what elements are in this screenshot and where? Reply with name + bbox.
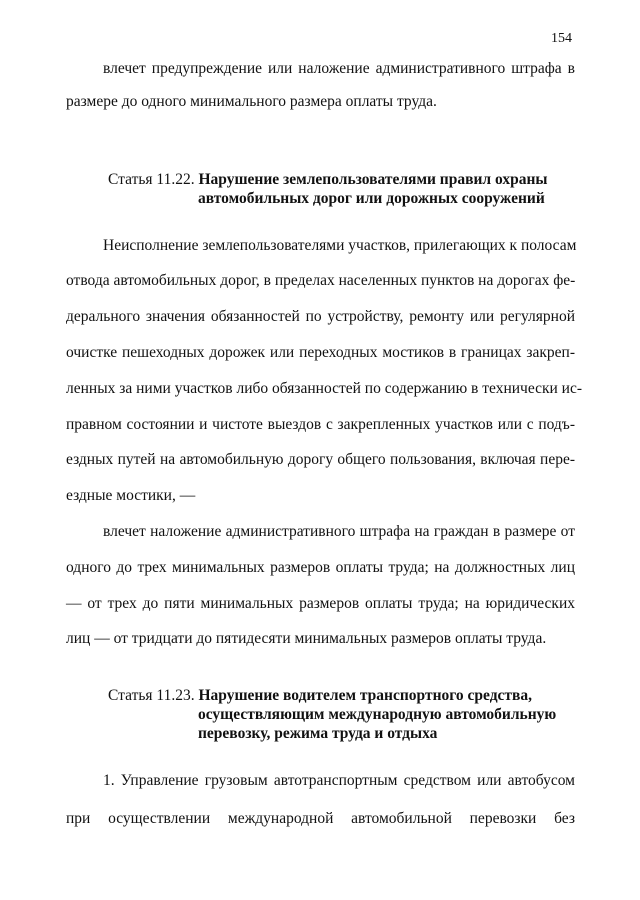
paragraph-line: ездные мостики, — xyxy=(66,487,196,504)
paragraph-line: 1. Управление грузовым автотранспортным средством или автобусом xyxy=(103,772,575,789)
paragraph-line: ленных за ними участков либо обязанностей по содержанию в технически ис- xyxy=(66,380,583,397)
paragraph-line: ездных путей на автомобильную дорогу общего пользования, включая пере- xyxy=(66,451,575,468)
paragraph-line: — от трех до пяти минимальных размеров оплаты труда; на юридических xyxy=(66,595,575,612)
paragraph-line: влечет наложение административного штрафа на граждан в размере от xyxy=(103,523,575,540)
paragraph-line: Неисполнение землепользователями участков, прилегающих к полосам xyxy=(103,237,577,254)
article-title-11-23 xyxy=(108,686,578,743)
paragraph-line: при осуществлении международной автомобильной перевозки без xyxy=(66,810,575,827)
article-title-11-22 xyxy=(108,170,578,208)
article-label: Статья 11.23. xyxy=(108,687,195,704)
paragraph-line: влечет предупреждение или наложение административного штрафа в xyxy=(103,60,575,77)
paragraph-line: размере до одного минимального размера оплаты труда. xyxy=(66,93,437,110)
paragraph-line: правном состоянии и чистоте выездов с закрепленных участков или с подъ- xyxy=(66,416,575,433)
page-number: 154 xyxy=(551,31,572,46)
paragraph-line: дерального значения обязанностей по устройству, ремонту или регулярной xyxy=(66,308,575,325)
article-heading: Нарушение водителем транспортного средства, xyxy=(198,687,533,704)
paragraph-line: лиц — от тридцати до пятидесяти минимальных размеров оплаты труда. xyxy=(66,630,547,647)
article-heading: Нарушение землепользователями правил охраны xyxy=(198,171,548,188)
paragraph-line: одного до трех минимальных размеров оплаты труда; на должностных лиц xyxy=(66,559,575,576)
article-heading-cont: автомобильных дорог или дорожных сооружений xyxy=(198,190,545,207)
article-heading-cont: перевозку, режима труда и отдыха xyxy=(198,725,438,742)
paragraph-line: очистке пешеходных дорожек или переходных мостиков в границах закреп- xyxy=(66,344,575,361)
article-label: Статья 11.22. xyxy=(108,171,195,188)
paragraph-line: отвода автомобильных дорог, в пределах населенных пунктов на дорогах фе- xyxy=(66,272,576,289)
article-heading-cont: осуществляющим международную автомобильную xyxy=(198,706,557,723)
